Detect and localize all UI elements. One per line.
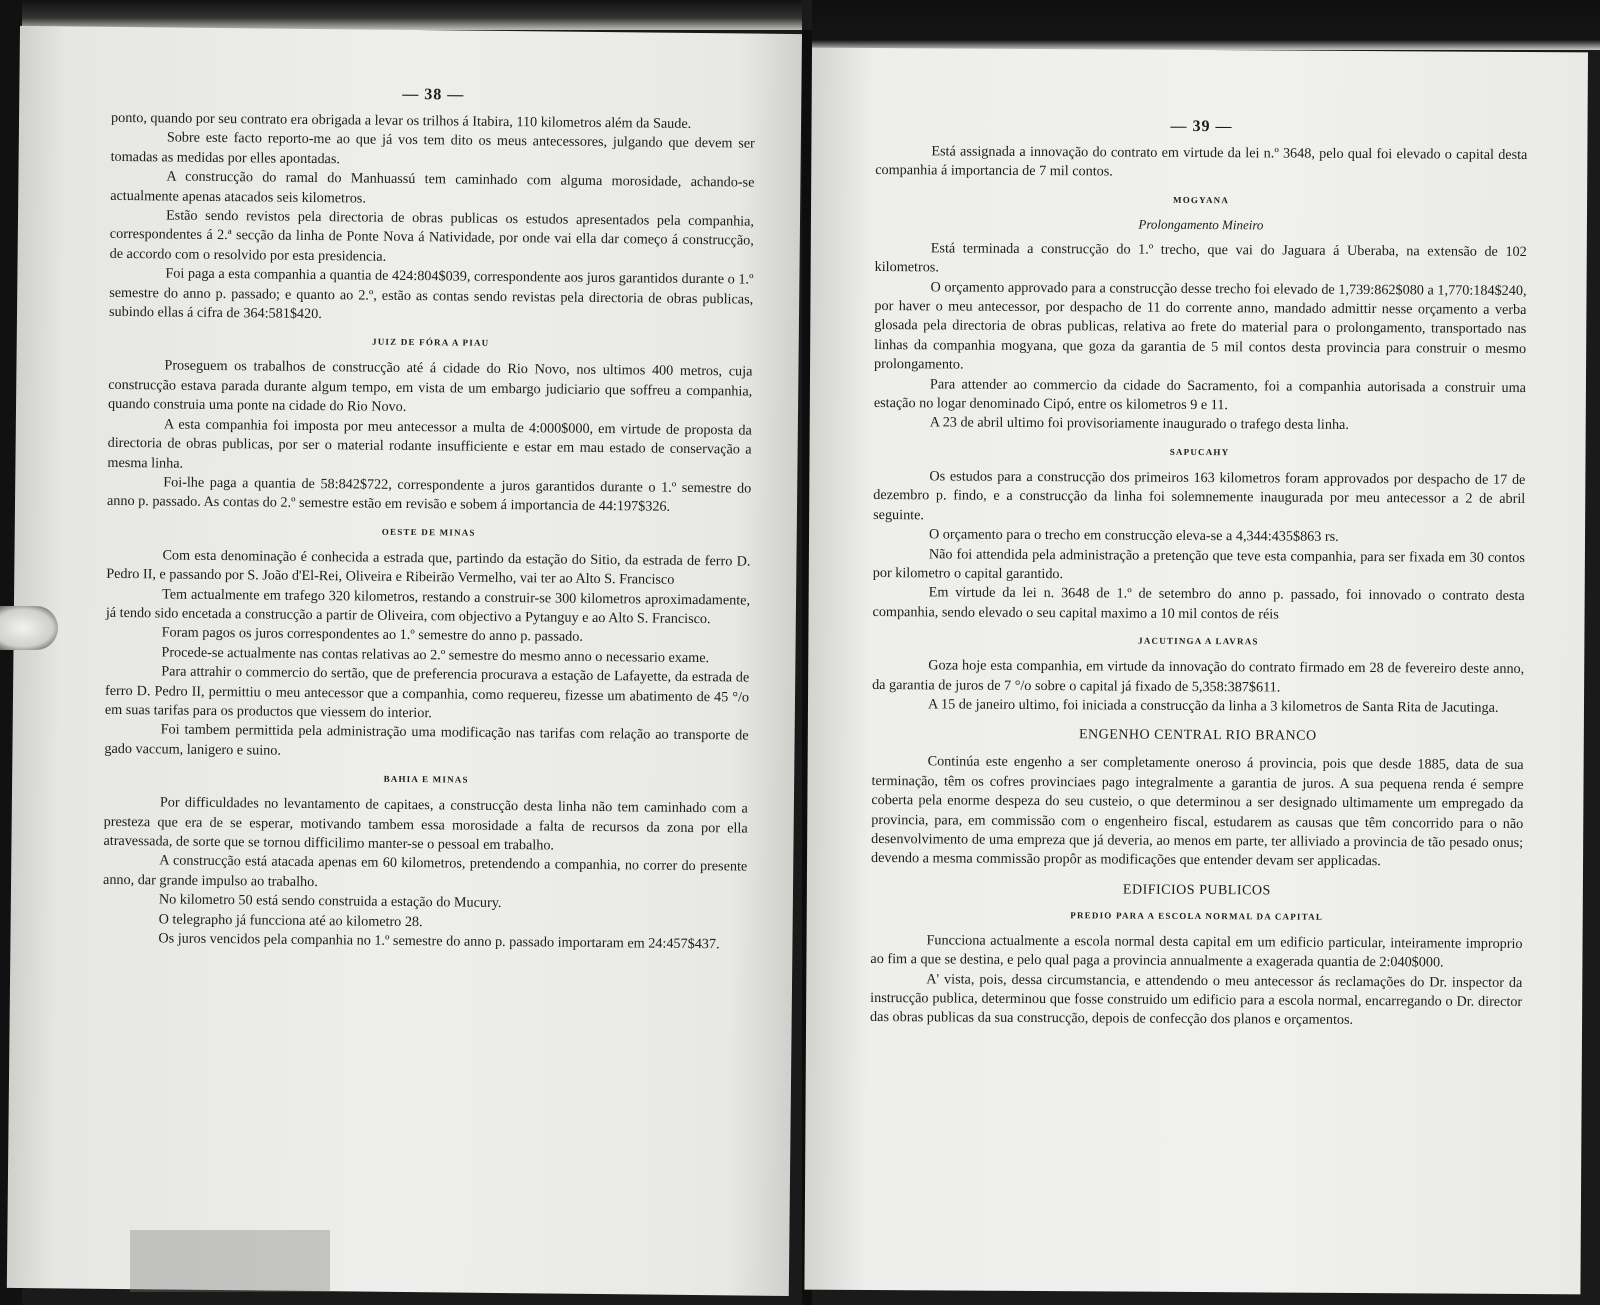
paragraph: A construcção do ramal do Manhuassú tem caminhado com alguma morosidade, achando-se actualmente apenas atacados seis kilometros.	[110, 168, 755, 207]
paragraph: Foi paga a esta companhia a quantia de 424:804$039, correspondente aos juros garantidos durante o 1.º semestre do anno p. passado; e quanto ao 2.º, estão as contas sendo revistas pela directoria de obras publicas, subindo ellas á cifra de 364:581$420.	[108, 265, 754, 323]
text-block-b	[874, 239, 1527, 437]
text-block-f	[870, 931, 1523, 1032]
paragraph: Foi tambem permittida pela administração uma modificação nas tarifas com relação ao transporte de gado vaccum, lanigero e suino.	[104, 721, 749, 759]
paragraph: Em virtude da lei n. 3648 de 1.º de setembro do anno p. passado, foi innovado o contrato desta companhia, sendo elevado o seu capital maximo a 10 mil contos de réis	[872, 584, 1525, 623]
paragraph: A' vista, pois, dessa circumstancia, e attendendo o meu antecessor ás reclamações do Dr. inspector da instrucção publica, determinou que fosse construido um edificio para a escola normal, encarregando o Dr. director das obras publicas da sua construcção, depois de confecção dos planos e orçamentos.	[870, 970, 1523, 1029]
paragraph: Proseguem os trabalhos de construcção até á cidade do Rio Novo, nos ultimos 400 metros, cuja construcção estava parada durante algum tempo, em vista de um embargo judiciario que soffreu a companhia, quando construia uma ponte na cidade do Rio Novo.	[107, 357, 753, 416]
text-block-a	[875, 142, 1527, 185]
section-heading: JACUTINGA A LAVRAS	[1138, 635, 1259, 647]
section-heading: PREDIO PARA A ESCOLA NORMAL DA CAPITAL	[1070, 910, 1324, 922]
page-tab-marker	[0, 606, 58, 650]
paragraph: Continúa este engenho a ser completamente oneroso á provincia, pois que desde 1885, data de sua terminação, têm os cofres provinciaes pago integralmente a garantia de juros. A sua pequena renda é sempre coberta pela enorme despeza do seu custeio, o que determinou a ser designado ultimamente um empregado da provincia, para, em commissão com o engenheiro fiscal, estudarem as causas que têm concorrido para o não desenvolvimento de uma empreza que já deveria, ao menos em parte, ter alliviado a provincia de tão pesado onus; devendo a mesma commissão propôr as modificações que entender devam ser applicadas.	[871, 753, 1524, 870]
paper-stain	[130, 1230, 330, 1292]
paragraph: Funcciona actualmente a escola normal desta capital em um edificio particular, inteiramente improprio ao fim a que se destina, e pelo qual paga a provincia annualmente a exagerada quantia de 2:040$000.	[870, 932, 1523, 971]
paragraph: Procede-se actualmente nas contas relativas ao 2.º semestre do mesmo anno o necessario exame.	[161, 644, 710, 666]
paragraph: A construcção está atacada apenas em 60 kilometros, pretendendo a companhia, no correr do presente anno, dar grande impulso ao trabalho.	[103, 852, 748, 890]
paragraph: Goza hoje esta companhia, em virtude da innovação do contrato firmado em 28 de fevereiro deste anno, da garantia de juros de 7 °/o sobre o capital já fixado de 5,358:387$611.	[872, 657, 1525, 696]
paragraph: Foi-lhe paga a quantia de 58:842$722, correspondente a juros garantidos durante o 1.º semestre do anno p. passado. As contas do 2.º semestre estão em revisão e sobem á importancia de 44:197$326.	[106, 474, 752, 516]
section-heading: SAPUCAHY	[1169, 446, 1230, 458]
paragraph: Está terminada a construcção do 1.º trecho, que vai do Jaguara á Uberaba, na extensão de 102 kilometros.	[874, 240, 1527, 276]
paragraph: O telegrapho já funcciona até ao kilometro 28.	[158, 911, 423, 930]
paragraph: Os estudos para a construcção dos primeiros 163 kilometros foram approvados por despacho de 17 de dezembro p. findo, e a construcção da linha foi solemnemente inaugurada por meu antecessor a 2 de abril seguinte.	[873, 468, 1526, 524]
text-block-b	[107, 356, 753, 518]
page-number: — 38 —	[402, 85, 465, 104]
paragraph: Por difficuldades no levantamento de capitaes, a construcção desta linha não tem caminhado com a presteza que era de se esperar, motivando tambem essa morosidade a falta de recursos da zona por ella atravessada, de sorte que se tornou difficilimo manter-se o pessoal em trabalho.	[103, 794, 748, 854]
paragraph: A 23 de abril ultimo foi provisoriamente inaugurado o trafego desta linha.	[929, 414, 1349, 434]
paragraph: Para attender ao commercio da cidade do Sacramento, foi a companhia autorisada a construir uma estação no logar denominado Cipó, entre os kilometros 9 e 11.	[873, 376, 1526, 414]
right-page	[804, 48, 1588, 1295]
text-block-d	[872, 656, 1524, 718]
scan-top-shadow-left	[22, 0, 802, 30]
section-heading: BAHIA E MINAS	[383, 773, 469, 785]
section-heading: JUIZ DE FÓRA A PIAU	[372, 337, 490, 349]
scan-top-shadow-right	[812, 0, 1600, 50]
text-block-c	[104, 546, 750, 766]
paragraph: A 15 de janeiro ultimo, foi iniciada a construcção da linha a 3 kilometros de Santa Rita de Jacutinga.	[927, 696, 1499, 716]
page-number: — 39 —	[1170, 117, 1233, 136]
paragraph: Está assignada a innovação do contrato em virtude da lei n.º 3648, pelo qual foi elevado o capital desta companhia á importancia de 7 mil contos.	[875, 143, 1528, 180]
text-block-d	[102, 793, 748, 955]
text-block-c	[872, 467, 1525, 626]
paragraph: O orçamento para o trecho em construcção eleva-se a 4,344:435$863 rs.	[928, 526, 1339, 545]
major-heading: EDIFICIOS PUBLICOS	[1122, 882, 1271, 899]
left-page	[7, 26, 802, 1296]
paragraph: O orçamento approvado para a construcção desse trecho foi elevado de 1,739:862$080 a 1,770:184$240, por haver o meu antecessor, por despacho de 11 do corrente anno, mandado admittir nesse orçamento a verba glosada pela directoria de obras publicas, relativa ao frete do material para o prolongamento, transportado nas linhas da companhia mogyana, que goza da garantia de 5 mil contos desta provincia para construir o mesmo prolongamento.	[874, 278, 1527, 373]
paragraph: ponto, quando por seu contrato era obrigada a levar os trilhos á Itabira, 110 kilometros além da Saude.	[110, 109, 692, 132]
paragraph: Não foi attendida pela administração a pretenção que teve esta companhia, para ser fixada em 30 contos por kilometro o capital garantido.	[872, 545, 1525, 583]
paragraph: Com esta denominação é conhecida a estrada que, partindo da estação do Sitio, da estrada de ferro D. Pedro II, e passando por S. João d'El-Rei, Oliveira e Ribeirão Vermelho, vai ter ao Alto S. Francisco	[106, 547, 751, 588]
major-heading: ENGENHO CENTRAL RIO BRANCO	[1078, 727, 1317, 745]
paragraph: Para attrahir o commercio do sertão, que de preferencia procurava a estação de Lafayette, da estrada de ferro D. Pedro II, permittiu o meu antecessor que a companhia, como requereu, fizesse um abatimento de 45 °/o em suas tarifas para os productos que viessem do interior.	[104, 663, 750, 722]
text-block-a	[109, 109, 755, 329]
paragraph: Tem actualmente em trafego 320 kilometros, restando a construir-se 300 kilometros aproximadamente, já tendo sido encetada a construcção a partir de Oliveira, com objectivo a Pytanguy e ao Alto S. Francisco.	[105, 585, 751, 628]
paragraph: Sobre este facto reporto-me ao que já vos tem dito os meus antecessores, julgando que devem ser tomadas as medidas por elles apontadas.	[110, 129, 755, 168]
section-subheading: Prolongamento Mineiro	[1138, 216, 1264, 233]
paragraph: No kilometro 50 está sendo construida a estação do Mucury.	[158, 891, 502, 912]
section-heading: OESTE DE MINAS	[381, 526, 476, 538]
paragraph: Estão sendo revistos pela directoria de obras publicas os estudos apresentados pela companhia, correspondentes á 2.ª secção da linha de Ponte Nova á Natividade, por onde vai ella dar começo á construcção, de accordo com o resolvido por esta presidencia.	[109, 207, 755, 265]
paragraph: Os juros vencidos pela companhia no 1.º semestre do anno p. passado importaram em 24:457$437.	[158, 930, 720, 953]
section-heading: MOGYANA	[1173, 194, 1230, 205]
paragraph: A esta companhia foi imposta por meu antecessor a multa de 4:000$000, em virtude de proposta da directoria de obras publicas, por ser o material rodante insufficiente e estar em mau estado de conservação a mesma linha.	[107, 416, 752, 472]
text-block-e	[871, 752, 1524, 872]
paragraph: Foram pagos os juros correspondentes ao 1.º semestre do anno p. passado.	[161, 624, 584, 646]
